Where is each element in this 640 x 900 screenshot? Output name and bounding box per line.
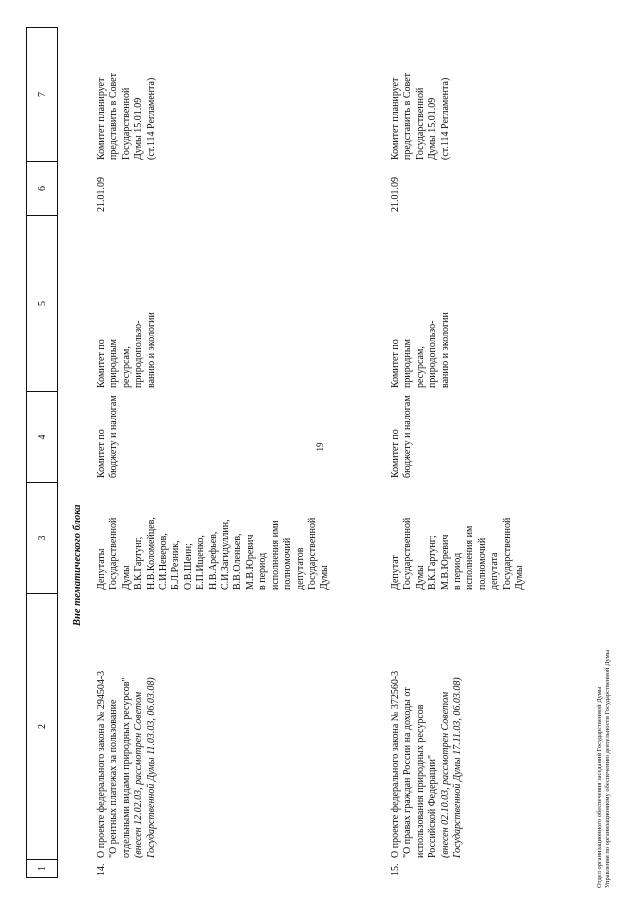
co-committee-line: Комитет по <box>96 339 107 388</box>
author-line: Е.П.Ищенко, <box>195 535 207 590</box>
rotated-page <box>0 8 640 888</box>
bill-title-line: О проекте федерального закона № 372560-3 <box>390 670 401 858</box>
status-line: Думы 15.01.09 <box>427 97 439 160</box>
author-line: В.К.Гартунг; <box>427 535 439 590</box>
status-line: (ст.114 Регламента) <box>439 77 451 160</box>
status-line: представить в Совет <box>402 73 414 160</box>
committee-line: бюджету и налогам <box>402 395 414 478</box>
block-title: Вне тематического блока <box>72 504 83 626</box>
header-col-2: 2 <box>27 594 57 860</box>
co-committee-line: природным <box>402 339 414 388</box>
author-line: полномочий <box>282 537 294 590</box>
column-number-header <box>26 27 58 878</box>
author-line: М.В.Юревич <box>439 534 451 590</box>
author-line: исполнения ими <box>269 520 281 590</box>
co-committee-line: ресурсам, <box>414 346 426 388</box>
status-line: Государственной <box>414 87 426 160</box>
header-col-7: 7 <box>27 28 57 162</box>
co-committee-line: ванию и экологии <box>145 312 157 388</box>
author-line: исполнения им <box>464 525 476 590</box>
author-line: полномочий <box>476 537 488 590</box>
bill-title-line: О проекте федерального закона № 294504-3 <box>96 670 107 858</box>
bill-note-line: Государственной Думы 17.11.03, 06.03.08) <box>452 677 464 858</box>
author-line: В.В.Оленьев, <box>232 533 244 590</box>
committee-line: Комитет по <box>390 429 401 478</box>
author-line: Государственной <box>402 517 414 590</box>
header-col-1: 1 <box>27 860 57 878</box>
responsible-committee <box>96 395 121 478</box>
footer-line: Отдел организационного обеспечения заседаний Государственной Думы <box>596 686 603 888</box>
co-committee-line: ванию и экологии <box>439 312 451 388</box>
footer-line: Управления по организационному обеспечению деятельности Государственной Думы <box>604 649 611 888</box>
bill-title-line: "О правах граждан России на доходы от <box>402 687 414 858</box>
committee-line: Комитет по <box>96 429 107 478</box>
co-committee-line: природопользо- <box>133 320 145 388</box>
author-line: О.В.Шеин; <box>182 543 194 590</box>
row-number: 14. <box>96 863 107 876</box>
bill-title-line: Российской Федерации" <box>427 754 439 858</box>
deadline-date: 21.01.09 <box>390 177 401 212</box>
author-line: Думы <box>120 565 132 590</box>
status-line: Комитет планирует <box>390 77 401 160</box>
status-line: (ст.114 Регламента) <box>145 77 157 160</box>
committee-line: бюджету и налогам <box>108 395 120 478</box>
status-line: представить в Совет <box>108 73 120 160</box>
authors <box>96 494 332 590</box>
footer <box>596 650 612 888</box>
deadline-date: 21.01.09 <box>96 177 107 212</box>
author-line: Государственной <box>108 517 120 590</box>
co-committee-line: ресурсам, <box>120 346 132 388</box>
bill-title-line: использования природных ресурсов <box>414 704 426 858</box>
author-line: Б.Л.Резник, <box>170 540 182 590</box>
author-line: депутата <box>489 552 501 590</box>
header-col-6: 6 <box>27 162 57 216</box>
bill-note-line: Государственной Думы 11.03.03, 06.03.08) <box>145 677 157 858</box>
author-line: в период <box>257 552 269 590</box>
bill-title-line: "О рентных платежах за пользование <box>108 699 120 858</box>
row-number: 15. <box>390 863 401 876</box>
co-committee-line: Комитет по <box>390 339 401 388</box>
author-line: Думы <box>319 565 331 590</box>
status-line: Думы 15.01.09 <box>133 97 145 160</box>
co-executor-committee <box>390 292 452 388</box>
author-line: Депутаты <box>96 548 107 590</box>
page-number: 19 <box>315 442 325 452</box>
author-line: Н.В.Арефьев, <box>207 531 219 590</box>
header-col-5: 5 <box>27 216 57 392</box>
author-line: С.И.Загидуллин, <box>220 519 232 590</box>
header-col-4: 4 <box>27 392 57 483</box>
author-line: В.К.Гартунг, <box>133 536 145 590</box>
co-executor-committee <box>96 292 158 388</box>
bill-title <box>96 598 158 858</box>
status-line: Комитет планирует <box>96 77 107 160</box>
author-line: Думы <box>414 565 426 590</box>
bill-title <box>390 598 464 858</box>
author-line: С.И.Неверов, <box>158 533 170 590</box>
author-line: Государственной <box>306 517 318 590</box>
author-line: Депутат <box>390 555 401 590</box>
status-note <box>390 64 452 160</box>
author-line: депутатов <box>294 547 306 590</box>
authors <box>390 494 526 590</box>
co-committee-line: природопользо- <box>427 320 439 388</box>
header-col-3: 3 <box>27 483 57 594</box>
bill-note-line: (внесен 12.02.03, рассмотрен Советом <box>133 691 145 858</box>
author-line: М.В.Юревич <box>244 534 256 590</box>
status-note <box>96 64 158 160</box>
author-line: Государственной <box>501 517 513 590</box>
status-line: Государственной <box>120 87 132 160</box>
responsible-committee <box>390 395 415 478</box>
author-line: Думы <box>514 565 526 590</box>
bill-note-line: (внесен 02.10.03, рассмотрен Советом <box>439 691 451 858</box>
bill-title-line: отдельными видами природных ресурсов" <box>120 677 132 858</box>
co-committee-line: природным <box>108 339 120 388</box>
author-line: Н.В.Коломейцев, <box>145 517 157 590</box>
author-line: в период <box>452 552 464 590</box>
